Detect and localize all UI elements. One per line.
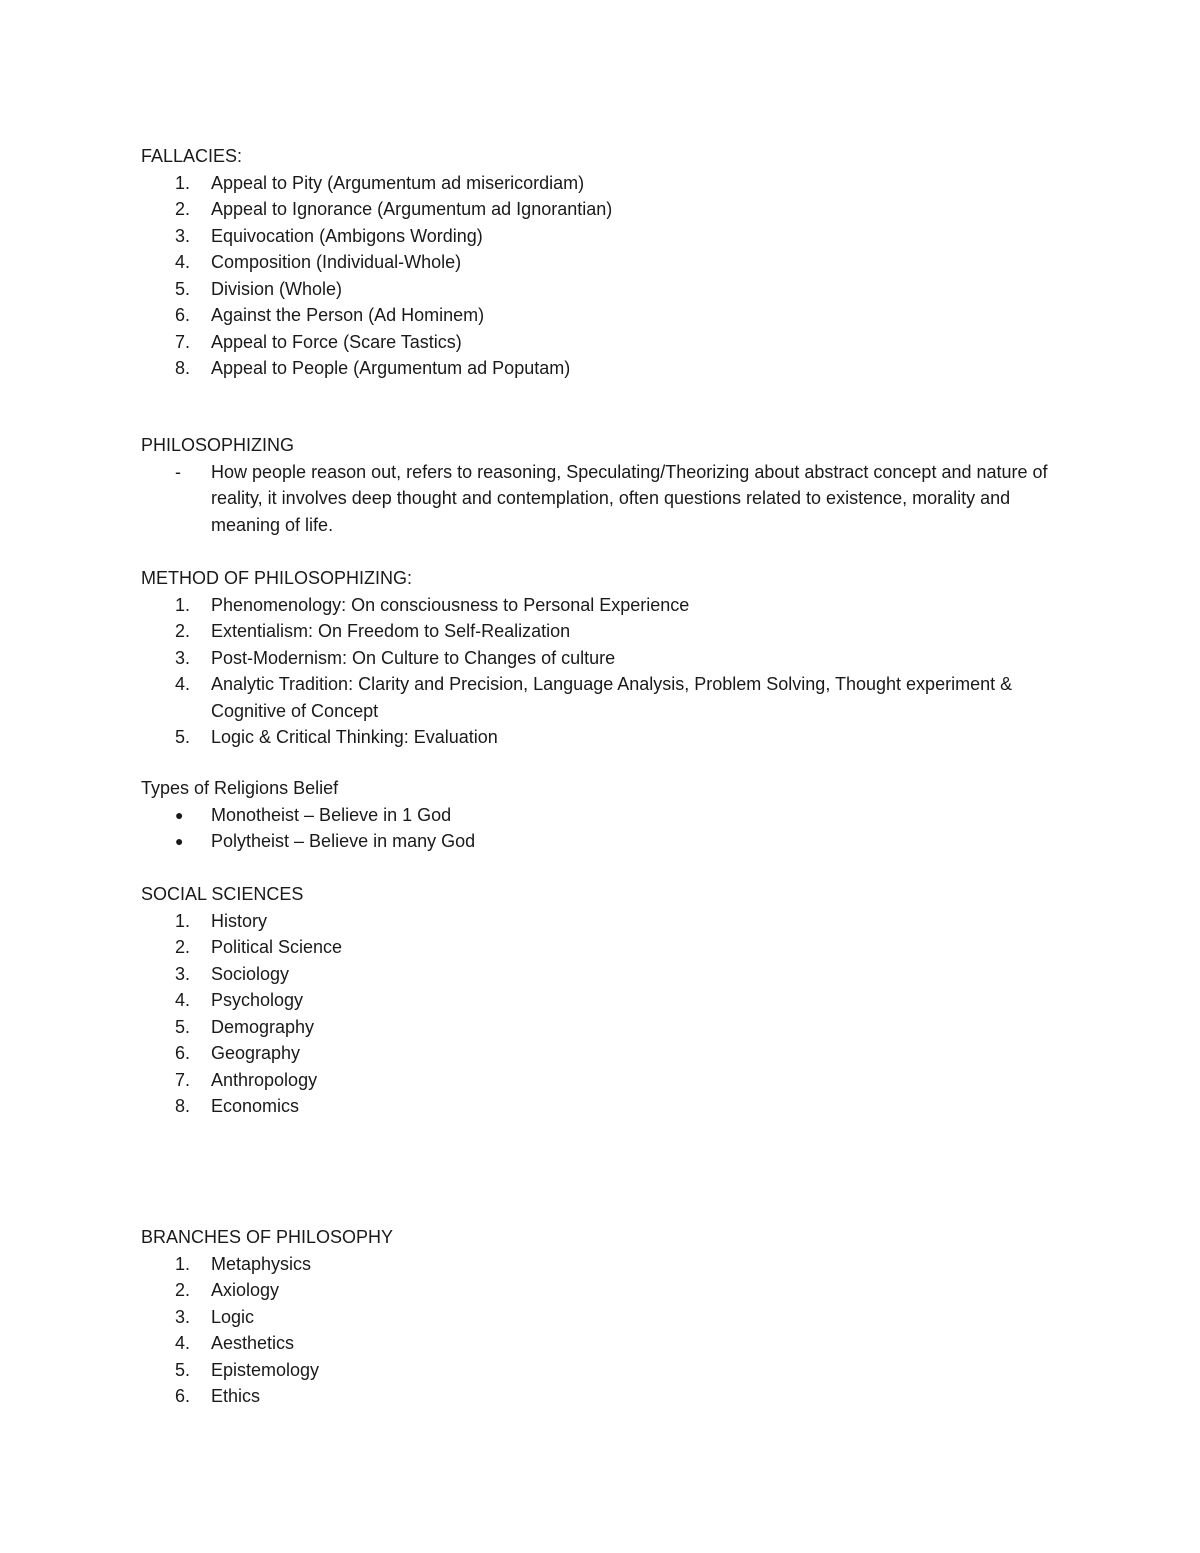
list-number: 3. <box>175 963 191 984</box>
list-item-text: Division (Whole) <box>211 278 343 299</box>
list-number: 4. <box>175 1333 191 1353</box>
method-section <box>141 565 1061 751</box>
list-item <box>141 249 1061 276</box>
list-item <box>141 302 1061 329</box>
list-number: 3. <box>175 647 191 668</box>
list-number: 7. <box>175 331 191 352</box>
method-list <box>141 592 1061 751</box>
list-number: 3. <box>175 225 191 246</box>
fallacies-section <box>141 143 1061 382</box>
list-item <box>141 724 1061 751</box>
list-item <box>141 1357 1061 1384</box>
list-number: 2. <box>175 937 191 957</box>
list-item-text: Composition (Individual-Whole) <box>211 252 462 272</box>
list-number: 1. <box>175 910 191 931</box>
list-item <box>141 961 1061 988</box>
fallacies-heading: FALLACIES: <box>141 146 243 166</box>
list-item-text: Logic <box>211 1306 255 1327</box>
list-item-text: Ethics <box>211 1386 261 1406</box>
list-item-text: Against the Person (Ad Hominem) <box>211 305 485 325</box>
list-number: 2. <box>175 199 191 219</box>
branches-heading: BRANCHES OF PHILOSOPHY <box>141 1227 394 1247</box>
method-heading: METHOD OF PHILOSOPHIZING: <box>141 568 413 588</box>
list-item <box>141 329 1061 356</box>
list-number: 4. <box>175 252 191 272</box>
list-item-text: Post-Modernism: On Culture to Changes of culture <box>211 647 616 668</box>
branches-section <box>141 1224 1061 1410</box>
list-item-text: Appeal to Pity (Argumentum ad misericordiam) <box>211 172 585 193</box>
bullet-icon: ● <box>175 806 184 823</box>
list-number: 6. <box>175 1043 191 1063</box>
list-item <box>141 671 1061 724</box>
list-number: 8. <box>175 1096 191 1116</box>
list-number: 5. <box>175 1016 191 1037</box>
list-item <box>141 908 1061 935</box>
list-item-text: Appeal to Ignorance (Argumentum ad Ignorantian) <box>211 199 613 219</box>
list-number: 7. <box>175 1069 191 1090</box>
list-item <box>141 987 1061 1014</box>
list-number: 4. <box>175 990 191 1010</box>
list-item-text: Epistemology <box>211 1359 320 1380</box>
list-item-text: Monotheist – Believe in 1 God <box>211 804 452 825</box>
list-item <box>141 196 1061 223</box>
list-item-text: Metaphysics <box>211 1253 312 1274</box>
list-item-text: Aesthetics <box>211 1333 295 1353</box>
list-item <box>141 1277 1061 1304</box>
list-number: 6. <box>175 305 191 325</box>
list-number: 4. <box>175 674 191 694</box>
list-item-text: Extentialism: On Freedom to Self-Realization <box>211 621 571 641</box>
list-item-text: Psychology <box>211 990 304 1010</box>
list-item <box>141 645 1061 672</box>
list-number: 5. <box>175 727 191 747</box>
religions-heading: Types of Religions Belief <box>141 778 339 798</box>
list-number: 1. <box>175 594 191 615</box>
social-sciences-list <box>141 908 1061 1120</box>
list-item <box>141 1067 1061 1094</box>
list-item-text: Appeal to People (Argumentum ad Poputam) <box>211 358 571 378</box>
list-item-text: Phenomenology: On consciousness to Personal Experience <box>211 594 690 615</box>
list-item <box>141 934 1061 961</box>
dash-marker: - <box>175 461 181 482</box>
branches-list <box>141 1251 1061 1410</box>
social-sciences-heading: SOCIAL SCIENCES <box>141 884 304 904</box>
list-item-text: Analytic Tradition: Clarity and Precision, Language Analysis, Problem Solving, Thought experiment & Cognitive of Concept <box>211 674 1013 721</box>
list-number: 3. <box>175 1306 191 1327</box>
list-item <box>141 1040 1061 1067</box>
list-number: 6. <box>175 1386 191 1406</box>
list-number: 5. <box>175 1359 191 1380</box>
list-item-text: Anthropology <box>211 1069 318 1090</box>
list-item <box>141 1251 1061 1278</box>
definition-item <box>141 459 1061 539</box>
list-item <box>141 592 1061 619</box>
list-item <box>141 828 1061 855</box>
list-item <box>141 618 1061 645</box>
list-item <box>141 355 1061 382</box>
list-item-text: Economics <box>211 1096 300 1116</box>
list-item-text: Political Science <box>211 937 343 957</box>
list-item-text: Appeal to Force (Scare Tastics) <box>211 331 462 352</box>
religions-section <box>141 775 1061 855</box>
list-item <box>141 1383 1061 1410</box>
philosophizing-heading: PHILOSOPHIZING <box>141 435 295 455</box>
definition-text: How people reason out, refers to reasoning, Speculating/Theorizing about abstract concept and nature of reality, it involves deep thought and contemplation, often questions related to existence, morality and meaning of life. <box>211 461 1048 535</box>
list-item-text: Logic & Critical Thinking: Evaluation <box>211 727 498 747</box>
list-item <box>141 1093 1061 1120</box>
list-item <box>141 1330 1061 1357</box>
list-item-text: Polytheist – Believe in many God <box>211 831 476 851</box>
list-number: 8. <box>175 358 191 378</box>
list-item-text: History <box>211 910 268 931</box>
list-number: 1. <box>175 172 191 193</box>
bullet-icon: ● <box>175 833 184 849</box>
list-item <box>141 802 1061 829</box>
list-item-text: Demography <box>211 1016 315 1037</box>
list-number: 2. <box>175 1280 191 1300</box>
list-item <box>141 276 1061 303</box>
list-item-text: Geography <box>211 1043 301 1063</box>
list-number: 1. <box>175 1253 191 1274</box>
social-sciences-section <box>141 881 1061 1120</box>
list-number: 2. <box>175 621 191 641</box>
list-number: 5. <box>175 278 191 299</box>
list-item-text: Equivocation (Ambigons Wording) <box>211 225 483 246</box>
list-item <box>141 1304 1061 1331</box>
fallacies-list <box>141 170 1061 382</box>
list-item <box>141 170 1061 197</box>
list-item-text: Axiology <box>211 1280 280 1300</box>
list-item <box>141 223 1061 250</box>
philosophizing-section <box>141 432 1061 538</box>
religions-list <box>141 802 1061 855</box>
list-item <box>141 1014 1061 1041</box>
list-item-text: Sociology <box>211 963 290 984</box>
